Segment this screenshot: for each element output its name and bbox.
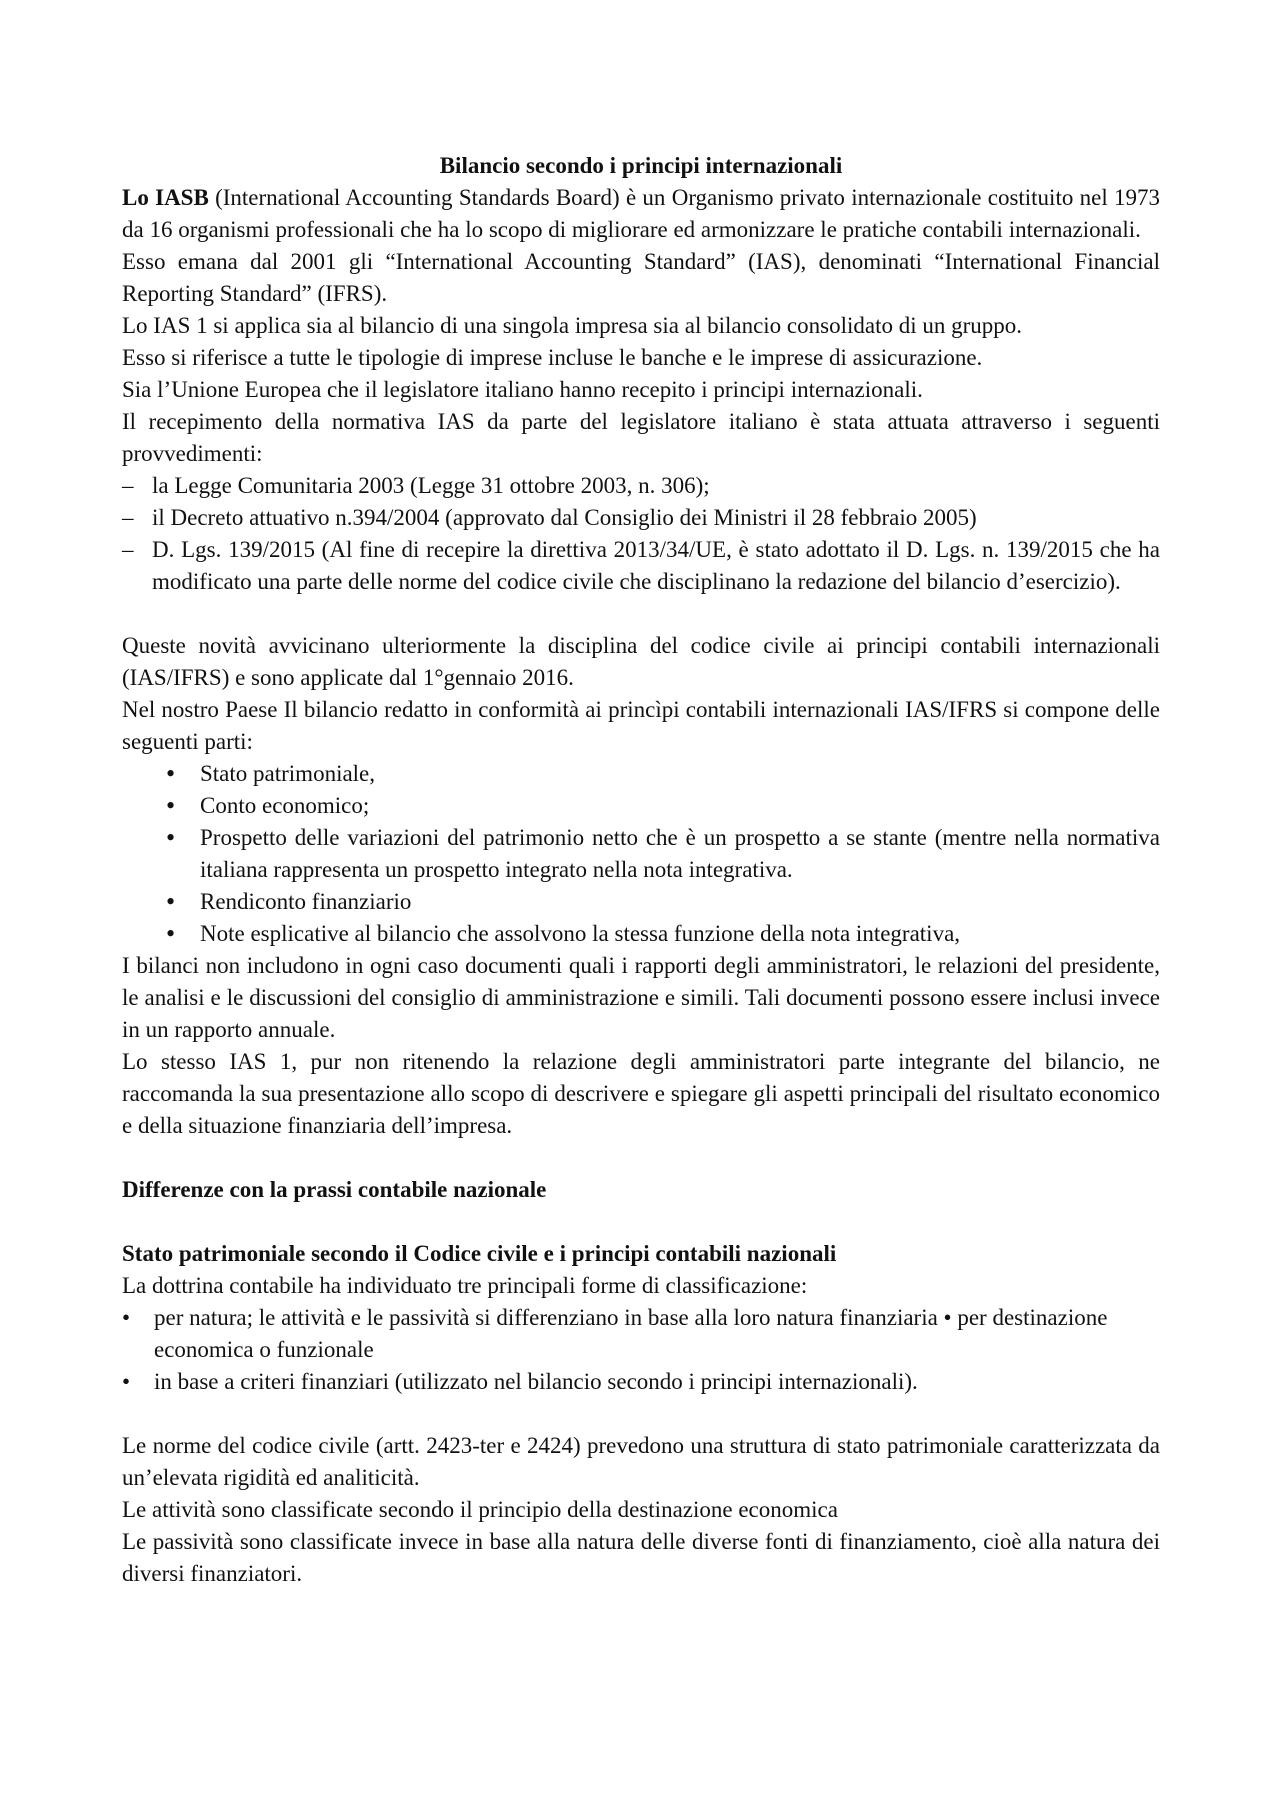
list-item: • per natura; le attività e le passività si differenziano in base alla loro natura finanziaria • per destinazione economica o funzionale <box>122 1302 1160 1366</box>
spacer <box>122 1206 1160 1238</box>
heading-differenze: Differenze con la prassi contabile nazionale <box>122 1177 547 1202</box>
list-item: • Conto economico; <box>122 790 1160 822</box>
provvedimenti-list <box>122 470 1160 598</box>
parti-list <box>122 758 1160 950</box>
list-item: • in base a criteri finanziari (utilizzato nel bilancio secondo i principi internazionali). <box>122 1366 1160 1398</box>
list-item: • Rendiconto finanziario <box>122 886 1160 918</box>
paragraph-dottrina: La dottrina contabile ha individuato tre principali forme di classificazione: <box>122 1273 808 1298</box>
list-item: • Prospetto delle variazioni del patrimonio netto che è un prospetto a se stante (mentre nella normativa italiana rappresenta un prospetto integrato nella nota integrativa. <box>122 822 1160 886</box>
iasb-bold-text: Lo IASB <box>122 185 209 210</box>
paragraph-bilanci: I bilanci non includono in ogni caso documenti quali i rapporti degli amministratori, le relazioni del presidente, le analisi e le discussioni del consiglio di amministrazione e simili. Tali documenti possono essere inclusi invece in un rapporto annuale. <box>122 953 1160 1042</box>
heading-stato-patrimoniale: Stato patrimoniale secondo il Codice civile e i principi contabili nazionali <box>122 1241 837 1266</box>
paragraph-ias1-relazione: Lo stesso IAS 1, pur non ritenendo la relazione degli amministratori parte integrante del bilancio, ne raccomanda la sua presentazione allo scopo di descrivere e spiegare gli aspetti principali del risultato economico e della situazione finanziaria dell’impresa. <box>122 1049 1160 1138</box>
paragraph-attivita: Le attività sono classificate secondo il principio della destinazione economica <box>122 1497 838 1522</box>
paragraph-recepimento: Il recepimento della normativa IAS da parte del legislatore italiano è stata attuata attraverso i seguenti provvedimenti: <box>122 409 1160 466</box>
iasb-text: (International Accounting Standards Board) è un Organismo privato internazionale costituito nel 1973 da 16 organismi professionali che ha lo scopo di migliorare ed armonizzare le pratiche contabili internazionali. <box>122 185 1160 242</box>
spacer <box>122 1142 1160 1174</box>
list-item: • Stato patrimoniale, <box>122 758 1160 790</box>
paragraph-emana: Esso emana dal 2001 gli “International Accounting Standard” (IAS), denominati “International Financial Reporting Standard” (IFRS). <box>122 249 1160 306</box>
paragraph-iasb <box>122 182 1160 246</box>
paragraph-imprese: Esso si riferisce a tutte le tipologie di imprese incluse le banche e le imprese di assicurazione. <box>122 345 983 370</box>
list-item: – D. Lgs. 139/2015 (Al fine di recepire la direttiva 2013/34/UE, è stato adottato il D. Lgs. n. 139/2015 che ha modificato una parte delle norme del codice civile che disciplinano la redazione del bilancio d’esercizio). <box>122 534 1160 598</box>
paragraph-ue: Sia l’Unione Europea che il legislatore italiano hanno recepito i principi internazionali. <box>122 377 923 402</box>
paragraph-passivita: Le passività sono classificate invece in base alla natura delle diverse fonti di finanziamento, cioè alla natura dei diversi finanziatori. <box>122 1529 1160 1586</box>
document-title: Bilancio secondo i principi internazionali <box>439 153 843 178</box>
forme-list <box>122 1302 1160 1398</box>
paragraph-parti-intro: Nel nostro Paese Il bilancio redatto in conformità ai princìpi contabili internazionali IAS/IFRS si compone delle seguenti parti: <box>122 697 1160 754</box>
paragraph-norme: Le norme del codice civile (artt. 2423-ter e 2424) prevedono una struttura di stato patrimoniale caratterizzata da un’elevata rigidità ed analiticità. <box>122 1433 1160 1490</box>
list-item: – il Decreto attuativo n.394/2004 (approvato dal Consiglio dei Ministri il 28 febbraio 2005) <box>122 502 1160 534</box>
spacer <box>122 598 1160 630</box>
paragraph-novita: Queste novità avvicinano ulteriormente la disciplina del codice civile ai principi contabili internazionali (IAS/IFRS) e sono applicate dal 1°gennaio 2016. <box>122 633 1160 690</box>
list-item: • Note esplicative al bilancio che assolvono la stessa funzione della nota integrativa, <box>122 918 1160 950</box>
spacer <box>122 1398 1160 1430</box>
paragraph-ias1: Lo IAS 1 si applica sia al bilancio di una singola impresa sia al bilancio consolidato di un gruppo. <box>122 313 1023 338</box>
list-item: – la Legge Comunitaria 2003 (Legge 31 ottobre 2003, n. 306); <box>122 470 1160 502</box>
document-page <box>122 150 1160 1590</box>
